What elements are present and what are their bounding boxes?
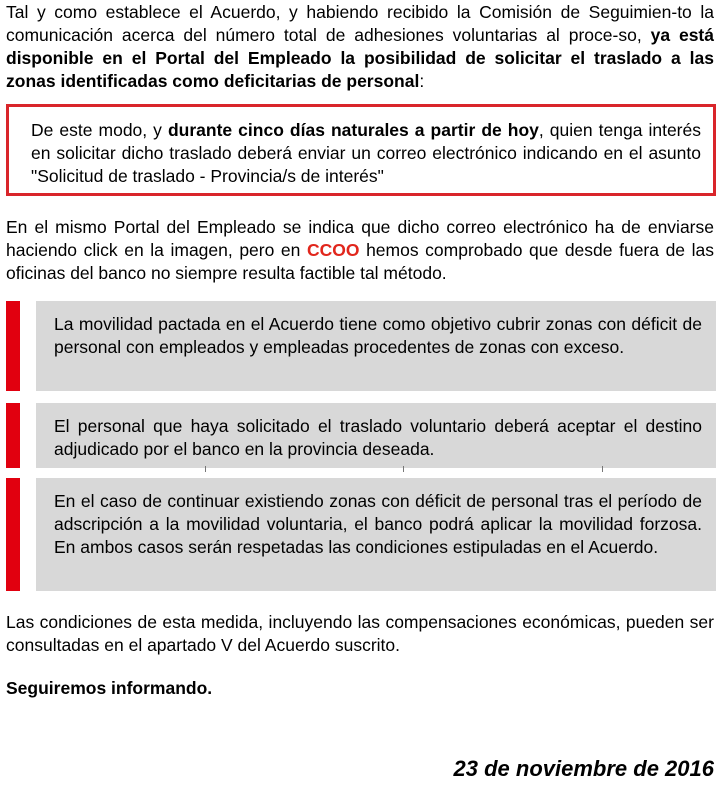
intro-end: :: [419, 71, 425, 91]
intro-highlight: ya está disponible en el Portal del Empleado la posibilidad de solicitar el traslado a las zonas identificadas como deficitarias de personal: [6, 25, 714, 91]
callout-accept-destination: [6, 403, 716, 468]
callout-accent-bar: [6, 403, 20, 468]
portal-note-text-rest: hemos comprobado que desde fuera de las oficinas del banco no siempre resulta factible tal método.: [6, 240, 714, 283]
intro-text: Tal y como establece el Acuerdo, y habiendo recibido la Comisión de Seguimien-to la comunicación acerca del número total de adhesiones voluntarias al proce-so,: [6, 2, 714, 45]
callout-accent-bar: [6, 478, 20, 591]
conditions-paragraph: Las condiciones de esta medida, incluyendo las compensaciones económicas, pueden ser consultadas en el apartado V del Acuerdo suscrito.: [6, 612, 714, 655]
closing-line: Seguiremos informando.: [6, 678, 213, 698]
divider-tick: [205, 466, 206, 472]
portal-note-text: En el mismo Portal del Empleado se indica que dicho correo electrónico ha de enviarse haciendo click en la imagen, pero en: [6, 217, 714, 260]
ccoo-brand: CCOO: [306, 240, 360, 260]
callout-panel: La movilidad pactada en el Acuerdo tiene como objetivo cubrir zonas con déficit de personal con empleados y empleadas procedentes de zonas con exceso.: [36, 301, 716, 391]
notice-highlight: durante cinco días naturales a partir de hoy: [167, 120, 539, 140]
notice-text-rest: , quien tenga interés en solicitar dicho traslado deberá enviar un correo electrónico indicando en el asunto "Solicitud de traslado - Provincia/s de interés": [31, 120, 701, 186]
divider-tick: [602, 466, 603, 472]
divider-tick: [403, 466, 404, 472]
notice-box: [6, 104, 716, 196]
document-date: 23 de noviembre de 2016: [453, 756, 714, 781]
callout-accent-bar: [6, 301, 20, 391]
intro-paragraph: [6, 1, 714, 93]
callout-forced-mobility: [6, 478, 716, 591]
portal-note-paragraph: [6, 216, 714, 285]
callout-panel: El personal que haya solicitado el traslado voluntario deberá aceptar el destino adjudicado por el banco en la provincia deseada.: [36, 403, 716, 468]
callout-panel: En el caso de continuar existiendo zonas con déficit de personal tras el período de adscripción a la movilidad voluntaria, el banco podrá aplicar la movilidad forzosa. En ambos casos serán respetadas las condiciones estipuladas en el Acuerdo.: [36, 478, 716, 591]
callout-mobility-goal: [6, 301, 716, 391]
notice-text: De este modo, y: [31, 120, 168, 140]
